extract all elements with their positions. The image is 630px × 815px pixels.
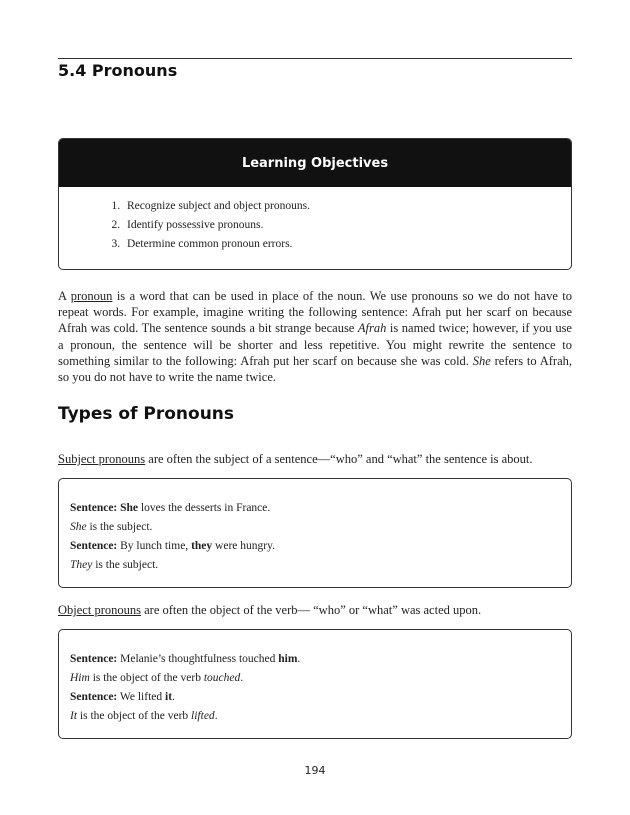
pronoun-emphasis: It bbox=[70, 710, 78, 722]
pronoun-term-link[interactable]: pronoun bbox=[70, 289, 113, 303]
verb-emphasis: touched bbox=[203, 672, 241, 684]
sentence-label: Sentence: bbox=[70, 502, 118, 514]
verb-emphasis: lifted bbox=[191, 710, 215, 722]
types-heading: Types of Pronouns bbox=[58, 404, 235, 424]
pronoun-bold: they bbox=[191, 540, 213, 552]
sentence-text: We lifted bbox=[117, 691, 165, 703]
section-title: 5.4 Pronouns bbox=[58, 61, 178, 80]
subject-pronouns-desc: are often the subject of a sentence—“who” and “what” the sentence is about. bbox=[145, 452, 533, 466]
object-pronouns-definition bbox=[58, 603, 572, 618]
example-note bbox=[70, 518, 571, 537]
sentence-label: Sentence: bbox=[70, 691, 118, 703]
object-pronouns-term-link[interactable]: Object pronouns bbox=[58, 603, 141, 617]
intro-text: refers to Afrah, so you do not have to write the name twice. bbox=[58, 353, 572, 385]
intro-paragraph bbox=[58, 288, 572, 385]
pronoun-bold: it bbox=[165, 691, 173, 703]
note-text: is the object of the verb bbox=[89, 672, 204, 684]
pronoun-bold: him bbox=[278, 653, 298, 665]
learning-objectives-title: Learning Objectives bbox=[59, 139, 571, 187]
example-note bbox=[70, 669, 571, 688]
intro-prefix: A bbox=[58, 289, 71, 303]
note-text: . bbox=[240, 672, 244, 684]
learning-objectives-box bbox=[58, 138, 572, 270]
note-text: is the subject. bbox=[86, 521, 153, 533]
example-sentence bbox=[70, 650, 571, 669]
pronoun-bold: She bbox=[120, 502, 139, 514]
sentence-text: By lunch time, bbox=[117, 540, 192, 552]
objective-item: 2. Identify possessive pronouns. bbox=[123, 216, 571, 235]
example-note bbox=[70, 707, 571, 726]
intro-emphasis: She bbox=[472, 353, 491, 368]
note-text: . bbox=[214, 710, 218, 722]
learning-objectives-list bbox=[59, 187, 571, 254]
page-number: 194 bbox=[304, 764, 326, 777]
subject-pronouns-definition bbox=[58, 452, 572, 467]
pronoun-emphasis: They bbox=[70, 559, 93, 571]
object-pronouns-desc: are often the object of the verb— “who” or “what” was acted upon. bbox=[140, 603, 482, 617]
example-sentence bbox=[70, 688, 571, 707]
sentence-label: Sentence: bbox=[70, 653, 118, 665]
intro-emphasis: Afrah bbox=[357, 321, 387, 336]
sentence-text: Melanie’s thoughtfulness touched bbox=[117, 653, 279, 665]
pronoun-emphasis: Him bbox=[70, 672, 90, 684]
objective-item: 1. Recognize subject and object pronouns. bbox=[123, 197, 571, 216]
intro-text: is a word that can be used in place of the noun. We use pronouns so we do not have to repeat words. For example, imagine writing the following sentence: Afrah put her scarf on because Afrah was cold. The sentence sounds a bit strange because bbox=[58, 289, 572, 336]
pronoun-emphasis: She bbox=[70, 521, 87, 533]
example-sentence bbox=[70, 537, 571, 556]
top-rule bbox=[58, 58, 572, 59]
object-example-box bbox=[58, 629, 572, 739]
sentence-text: loves the desserts in France. bbox=[138, 502, 271, 514]
sentence-text: were hungry. bbox=[212, 540, 275, 552]
sentence-label: Sentence: bbox=[70, 540, 118, 552]
note-text: is the object of the verb bbox=[77, 710, 192, 722]
subject-pronouns-term-link[interactable]: Subject pronouns bbox=[58, 452, 146, 466]
note-text: is the subject. bbox=[92, 559, 159, 571]
sentence-text: . bbox=[172, 691, 175, 703]
intro-text: is named twice; however, if you use a pronoun, the sentence will be shorter and less repetitive. You might rewrite the sentence to something similar to the following: Afrah put her scarf on because she was cold. bbox=[58, 321, 572, 368]
sentence-text: . bbox=[297, 653, 301, 665]
objective-item: 3. Determine common pronoun errors. bbox=[123, 235, 571, 254]
example-sentence bbox=[70, 499, 571, 518]
subject-example-box bbox=[58, 478, 572, 588]
example-note bbox=[70, 556, 571, 575]
